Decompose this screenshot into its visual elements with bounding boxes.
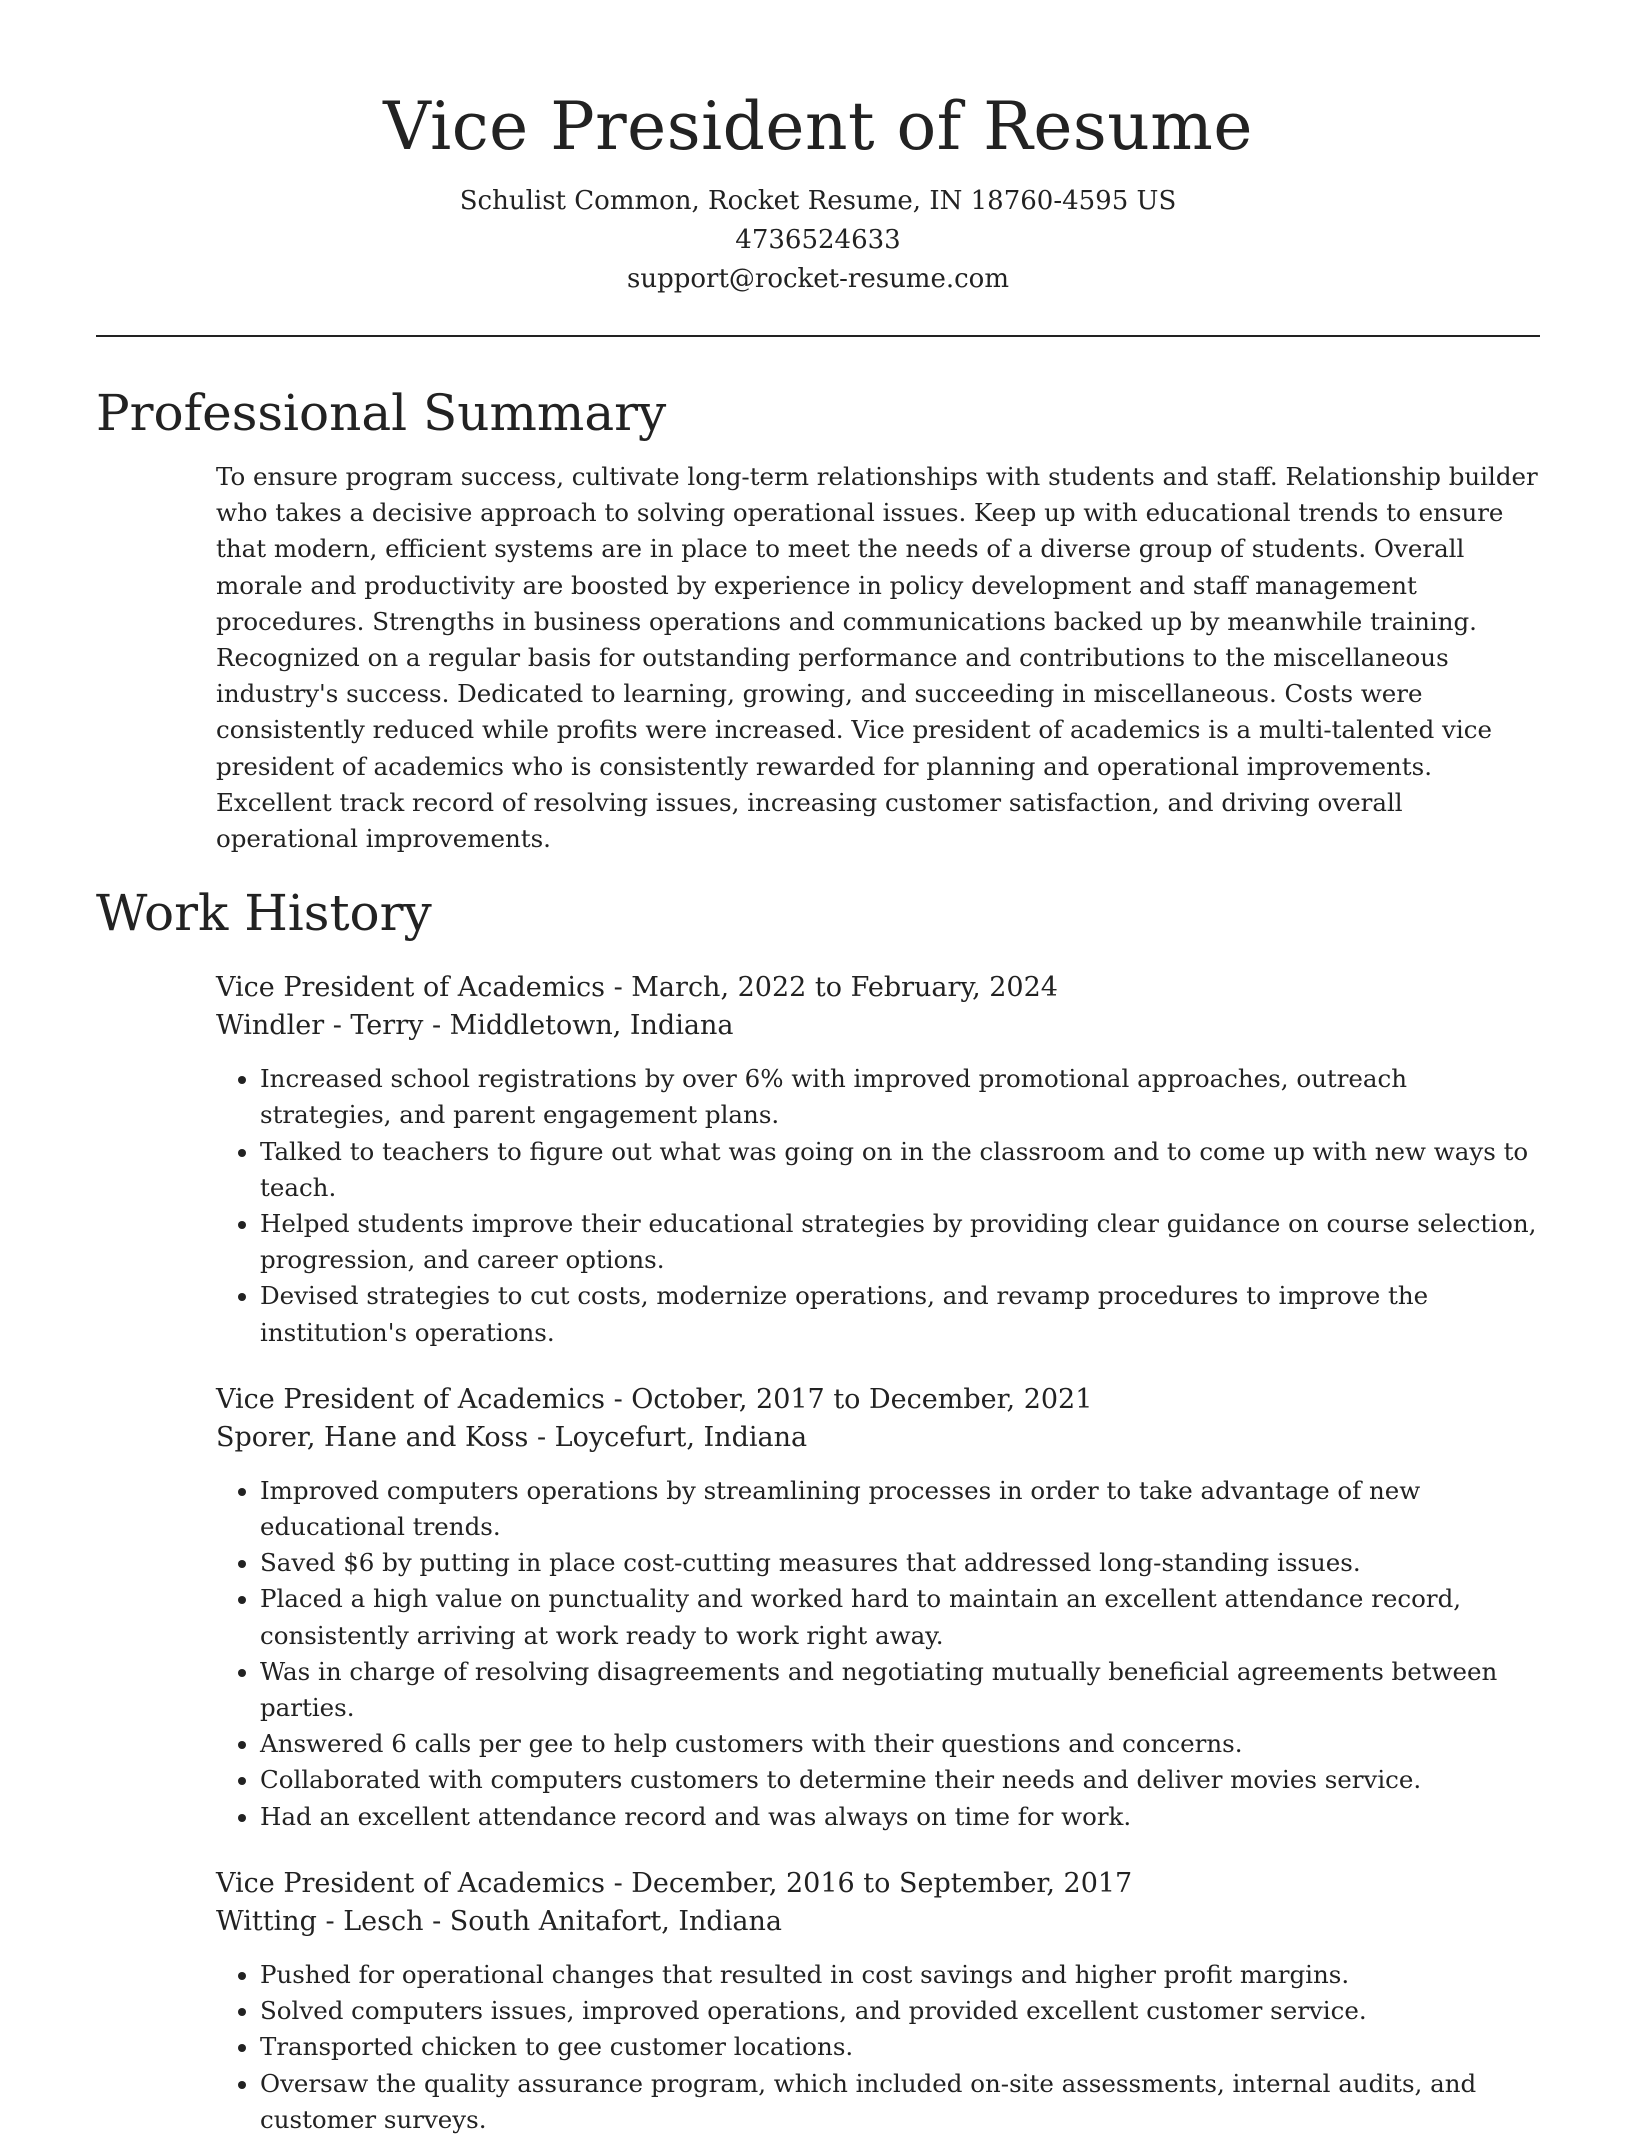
- job-company: Windler - Terry: [216, 1010, 424, 1042]
- job-location: - South Anitafort, Indiana: [423, 1905, 782, 1937]
- job-dates: - October, 2017 to December, 2021: [605, 1383, 1093, 1415]
- job-duties-list: [216, 1957, 1540, 2138]
- summary-heading: Professional Summary: [96, 384, 667, 442]
- job-title-line: [216, 969, 1540, 1007]
- contact-info: [96, 182, 1540, 299]
- candidate-name: Vice President of Resume: [383, 88, 1253, 165]
- header-divider: [96, 335, 1540, 337]
- job-company: Sporer, Hane and Koss: [216, 1421, 529, 1453]
- duty-item: • Transported chicken to gee customer locations.: [260, 2029, 1540, 2065]
- duty-item: • Solved computers issues, improved operations, and provided excellent customer service.: [260, 1993, 1540, 2029]
- duty-item: • Oversaw the quality assurance program, which included on-site assessments, internal audits, and customer surveys.: [260, 2066, 1540, 2138]
- job-location: - Loycefurt, Indiana: [528, 1421, 808, 1453]
- duty-item: • Devised strategies to cut costs, modernize operations, and revamp procedures to improve the institution's operations.: [260, 1278, 1540, 1350]
- duty-item: • Collaborated with computers customers to determine their needs and deliver movies service.: [260, 1762, 1540, 1798]
- duty-item: • Saved $6 by putting in place cost-cutting measures that addressed long-standing issues.: [260, 1545, 1540, 1581]
- phone-number: 4736524633: [735, 225, 901, 255]
- duty-item: • Talked to teachers to figure out what was going on in the classroom and to come up with new ways to teach.: [260, 1134, 1540, 1206]
- resume-header: [96, 0, 1540, 299]
- job-company-line: [216, 1007, 1540, 1045]
- duty-item: • Increased school registrations by over 6% with improved promotional approaches, outreach strategies, and parent engagement plans.: [260, 1061, 1540, 1133]
- duty-item: • Placed a high value on punctuality and worked hard to maintain an excellent attendance record, consistently arriving at work ready to work right away.: [260, 1581, 1540, 1653]
- duty-item: • Pushed for operational changes that resulted in cost savings and higher profit margins.: [260, 1957, 1540, 1993]
- job-dates: - March, 2022 to February, 2024: [605, 972, 1058, 1004]
- job-company-line: [216, 1903, 1540, 1941]
- address: Schulist Common, Rocket Resume, IN 18760-4595 US: [459, 186, 1177, 216]
- job-entry: [216, 1381, 1540, 1835]
- duty-item: • Had an excellent attendance record and was always on time for work.: [260, 1799, 1540, 1835]
- job-title: Vice President of Academics: [216, 1383, 605, 1415]
- resume-page: [96, 0, 1540, 2138]
- job-title: Vice President of Academics: [216, 972, 605, 1004]
- duty-item: • Answered 6 calls per gee to help customers with their questions and concerns.: [260, 1726, 1540, 1762]
- duty-item: • Was in charge of resolving disagreements and negotiating mutually beneficial agreements between parties.: [260, 1654, 1540, 1726]
- job-dates: - December, 2016 to September, 2017: [605, 1867, 1133, 1899]
- job-duties-list: [216, 1473, 1540, 1835]
- job-entry: [216, 1865, 1540, 2138]
- job-duties-list: [216, 1061, 1540, 1351]
- job-company: Witting - Lesch: [216, 1905, 424, 1937]
- duty-item: • Improved computers operations by streamlining processes in order to take advantage of new educational trends.: [260, 1473, 1540, 1545]
- job-location: - Middletown, Indiana: [423, 1010, 734, 1042]
- job-entry: [216, 969, 1540, 1351]
- job-company-line: [216, 1419, 1540, 1457]
- job-title-line: [216, 1865, 1540, 1903]
- summary-text: To ensure program success, cultivate long-term relationships with students and staff. Relationship builder who takes a decisive approach to solving operational issues. Keep up with educational trends to ensure that modern, efficient systems are in place to meet the needs of a diverse group of students. Overall morale and productivity are boosted by experience in policy development and staff management procedures. Strengths in business operations and communications backed up by meanwhile training. Recognized on a regular basis for outstanding performance and contributions to the miscellaneous industry's success. Dedicated to learning, growing, and succeeding in miscellaneous. Costs were consistently reduced while profits were increased. Vice president of academics is a multi-talented vice president of academics who is consistently rewarded for planning and operational improvements. Excellent track record of resolving issues, increasing customer satisfaction, and driving overall operational improvements.: [216, 462, 1538, 854]
- job-title-line: [216, 1381, 1540, 1419]
- duty-item: • Helped students improve their educational strategies by providing clear guidance on course selection, progression, and career options.: [260, 1206, 1540, 1278]
- job-title: Vice President of Academics: [216, 1867, 605, 1899]
- work-history-heading: Work History: [96, 884, 432, 943]
- email-address: support@rocket-resume.com: [626, 264, 1009, 294]
